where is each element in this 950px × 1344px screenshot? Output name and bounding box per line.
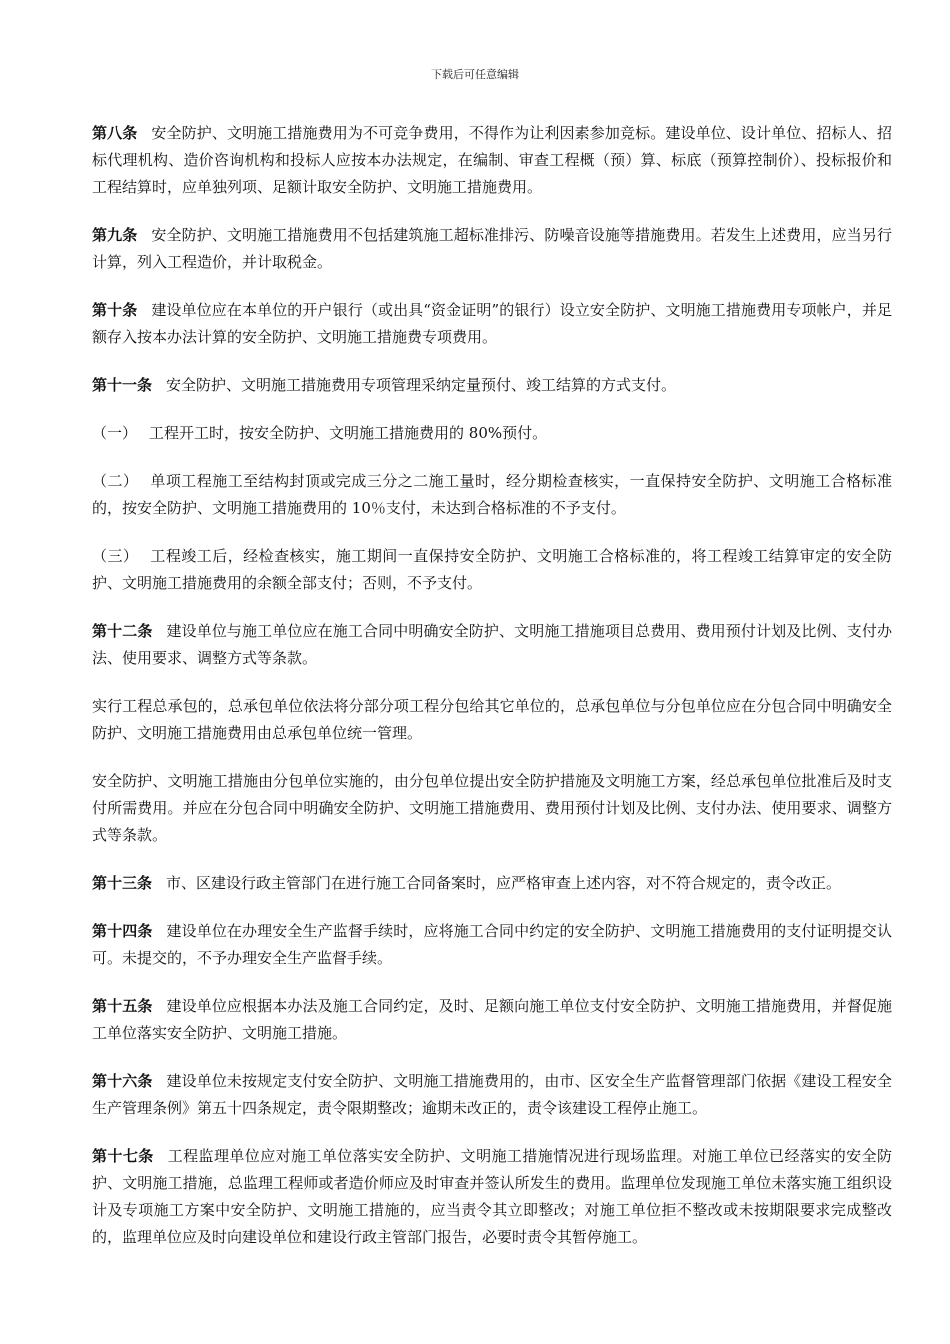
article-11 [92,372,892,399]
article-text: 工程监理单位应对施工单位落实安全防护、文明施工措施情况进行现场监理。对施工单位已经落实的安全防护、文明施工措施，总监理工程师或者造价师应及时审查并签认所发生的费用。监理单位发现施工单位未落实施工组织设计及专项施工方案中安全防护、文明施工措施的，应当责令其立即整改；对施工单位拒不整改或未按期限要求完成整改的，监理单位应及时向建设单位和建设行政主管部门报告，必要时责令其暂停施工。 [92,1147,892,1246]
clause-1 [92,420,892,447]
article-label: 第十一条 [92,376,153,394]
article-8 [92,120,892,201]
clause-3 [92,543,892,597]
article-text: 建设单位在办理安全生产监督手续时，应将施工合同中约定的安全防护、文明施工措施费用的支付证明提交认可。未提交的，不予办理安全生产监督手续。 [92,922,892,967]
article-17 [92,1143,892,1251]
clause-text: 工程开工时，按安全防护、文明施工措施费用的 80%预付。 [149,424,548,442]
article-label: 第九条 [92,226,138,244]
article-label: 第十四条 [92,922,153,940]
article-12 [92,618,892,672]
article-label: 第十条 [92,301,138,319]
document-body [92,120,892,1272]
article-10 [92,297,892,351]
article-16 [92,1068,892,1122]
paragraph: 实行工程总承包的，总承包单位依法将分部分项工程分包给其它单位的，总承包单位与分包单位应在分包合同中明确安全防护、文明施工措施费用由总承包单位统一管理。 [92,697,892,742]
article-13 [92,870,892,897]
article-text: 安全防护、文明施工措施费用专项管理采纳定量预付、竣工结算的方式支付。 [166,376,677,394]
clause-text: 工程竣工后，经检查核实，施工期间一直保持安全防护、文明施工合格标准的，将工程竣工结算审定的安全防护、文明施工措施费用的余额全部支付；否则，不予支付。 [92,547,892,592]
page-header: 下载后可任意编辑 [431,68,519,81]
article-text: 安全防护、文明施工措施费用不包括建筑施工超标准排污、防噪音设施等措施费用。若发生上述费用，应当另行计算，列入工程造价，并计取税金。 [92,226,892,271]
article-label: 第八条 [92,124,138,142]
clause-number: （二） [92,472,139,490]
article-text: 建设单位应在本单位的开户银行（或出具“资金证明”的银行）设立安全防护、文明施工措施费用专项帐户，并足额存入按本办法计算的安全防护、文明施工措施费专项费用。 [92,301,892,346]
article-15 [92,993,892,1047]
clause-text: 单项工程施工至结构封顶或完成三分之二施工量时，经分期检查核实，一直保持安全防护、文明施工合格标准的，按安全防护、文明施工措施费用的 10％支付，未达到合格标准的不予支付。 [92,472,892,517]
article-text: 安全防护、文明施工措施费用为不可竞争费用，不得作为让利因素参加竞标。建设单位、设计单位、招标人、招标代理机构、造价咨询机构和投标人应按本办法规定，在编制、审查工程概（预）算、标底（预算控制价）、投标报价和工程结算时，应单独列项、足额计取安全防护、文明施工措施费用。 [92,124,892,196]
article-text: 建设单位未按规定支付安全防护、文明施工措施费用的，由市、区安全生产监督管理部门依据《建设工程安全生产管理条例》第五十四条规定，责令限期整改；逾期未改正的，责令该建设工程停止施工。 [92,1072,892,1117]
clause-2 [92,468,892,522]
article-label: 第十五条 [92,997,153,1015]
article-text: 建设单位应根据本办法及施工合同约定，及时、足额向施工单位支付安全防护、文明施工措施费用，并督促施工单位落实安全防护、文明施工措施。 [92,997,892,1042]
paragraph: 安全防护、文明施工措施由分包单位实施的，由分包单位提出安全防护措施及文明施工方案，经总承包单位批准后及时支付所需费用。并应在分包合同中明确安全防护、文明施工措施费用、费用预付计划及比例、支付办法、使用要求、调整方式等条款。 [92,772,892,844]
article-14 [92,918,892,972]
article-9 [92,222,892,276]
article-text: 建设单位与施工单位应在施工合同中明确安全防护、文明施工措施项目总费用、费用预付计划及比例、支付办法、使用要求、调整方式等条款。 [92,622,892,667]
article-label: 第十二条 [92,622,153,640]
article-label: 第十七条 [92,1147,154,1165]
article-text: 市、区建设行政主管部门在进行施工合同备案时，应严格审查上述内容，对不符合规定的，责令改正。 [166,874,842,892]
clause-number: （三） [92,547,139,565]
clause-number: （一） [92,424,138,442]
article-label: 第十三条 [92,874,153,892]
article-label: 第十六条 [92,1072,153,1090]
